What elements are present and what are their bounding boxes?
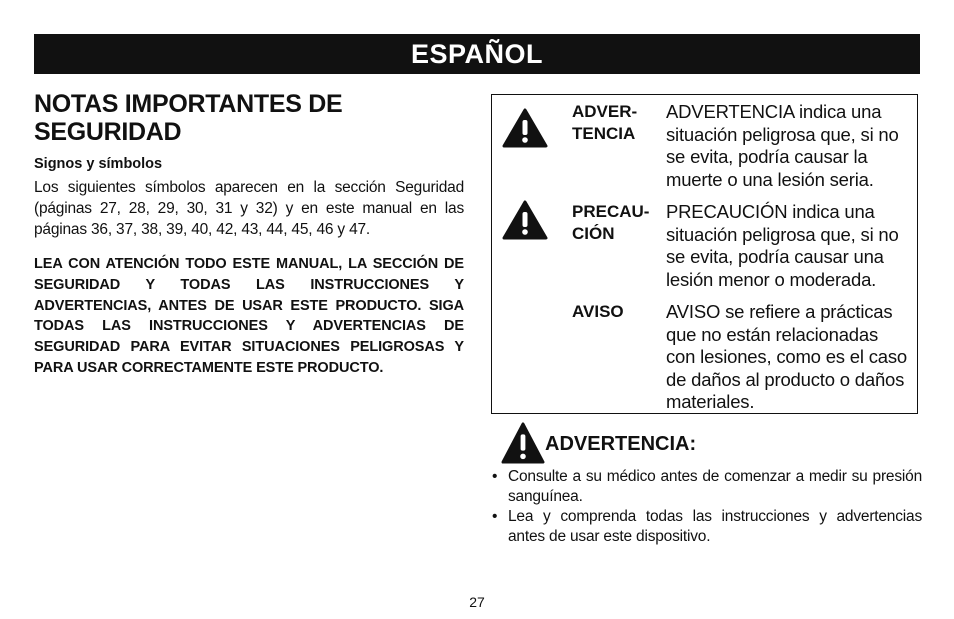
subheading: Signos y símbolos <box>34 156 163 172</box>
signal-text-precaucion: PRECAUCIÓN indica una situación peligrosa que, si no se evita, podría causar una lesión menor o moderada. <box>666 201 899 290</box>
warning-list <box>491 467 922 547</box>
signal-label-line1: ADVER- <box>572 102 638 121</box>
section-title-line2: SEGURIDAD <box>34 118 182 146</box>
signal-label-aviso: AVISO <box>572 302 624 321</box>
warning-triangle-icon <box>502 200 548 240</box>
signal-text-aviso: AVISO se refiere a prácticas que no están relacionadas con lesiones, como es el caso de daños al producto o daños materiales. <box>666 301 907 412</box>
left-column <box>34 90 464 379</box>
list-item <box>491 507 922 547</box>
bullet-icon: • <box>492 508 498 525</box>
section-title <box>34 90 464 146</box>
warning-triangle-icon <box>501 422 545 464</box>
list-item <box>491 467 922 507</box>
notice-paragraph: LEA CON ATENCIÓN TODO ESTE MANUAL, LA SECCIÓN DE SEGURIDAD Y TODAS LAS INSTRUCCIONES Y ADVERTENCIAS, ANTES DE USAR ESTE PRODUCTO. SIGA TODAS LAS INSTRUCCIONES Y ADVERTENCIAS DE SEGURIDAD PARA EVITAR SITUACIONES PELIGROSAS Y PARA USAR CORRECTAMENTE ESTE PRODUCTO. <box>34 256 464 376</box>
warning-title: ADVERTENCIA: <box>545 433 697 455</box>
section-title-line1: NOTAS IMPORTANTES DE <box>34 90 343 118</box>
warning-heading <box>491 422 921 466</box>
signal-label-precaucion <box>572 201 649 245</box>
page-number: 27 <box>469 594 485 610</box>
signal-text-advertencia: ADVERTENCIA indica una situación peligrosa que, si no se evita, podría causar la muerte o una lesión seria. <box>666 101 899 190</box>
signal-label-line1: PRECAU- <box>572 202 650 221</box>
signal-label-advertencia <box>572 101 637 145</box>
signal-label-line2: TENCIA <box>572 124 636 143</box>
list-item-text: Lea y comprenda todas las instrucciones y advertencias antes de usar este dispositivo. <box>508 508 922 545</box>
intro-paragraph: Los siguientes símbolos aparecen en la sección Seguridad (páginas 27, 28, 29, 30, 31 y 32) y en este manual en las páginas 36, 37, 38, 39, 40, 42, 43, 44, 45, 46 y 47. <box>34 179 464 238</box>
signal-label-line2: CIÓN <box>572 224 615 243</box>
list-item-text: Consulte a su médico antes de comenzar a medir su presión sanguínea. <box>508 468 922 505</box>
bullet-icon: • <box>492 468 498 485</box>
warning-triangle-icon <box>502 108 548 148</box>
signal-words-box <box>491 94 918 414</box>
language-banner: ESPAÑOL <box>34 34 920 74</box>
